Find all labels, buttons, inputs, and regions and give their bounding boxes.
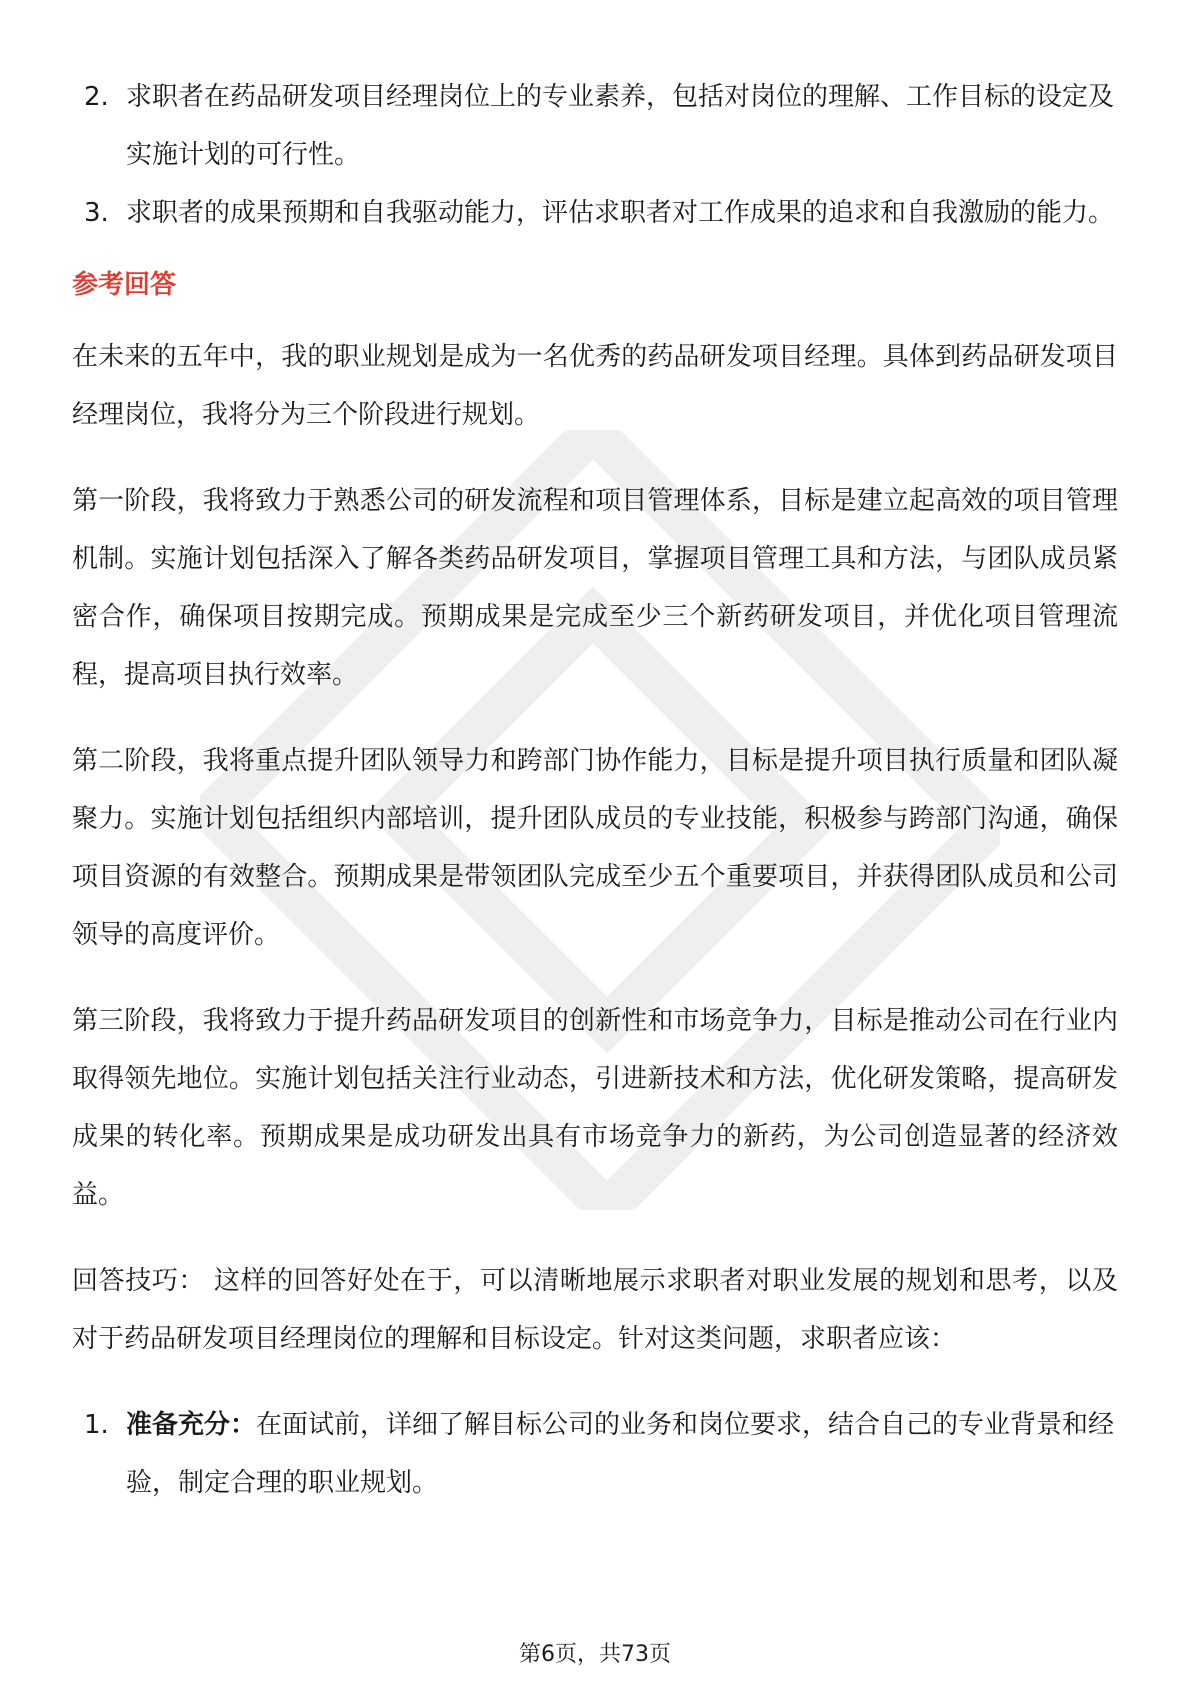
paragraph-intro: 在未来的五年中，我的职业规划是成为一名优秀的药品研发项目经理。具体到药品研发项目经理岗位，我将分为三个阶段进行规划。: [72, 342, 1118, 430]
section-heading: 参考回答: [72, 270, 177, 300]
list-number: 3.: [84, 198, 109, 228]
paragraph-stage-three: 第三阶段，我将致力于提升药品研发项目的创新性和市场竞争力，目标是推动公司在行业内取得领先地位。实施计划包括关注行业动态，引进新技术和方法，优化研发策略，提高研发成果的转化率。预期成果是成功研发出具有市场竞争力的新药，为公司创造显著的经济效益。: [72, 1006, 1118, 1210]
paragraph-tips: 回答技巧： 这样的回答好处在于，可以清晰地展示求职者对职业发展的规划和思考，以及对于药品研发项目经理岗位的理解和目标设定。针对这类问题，求职者应该：: [72, 1266, 1118, 1354]
paragraph-stage-one: 第一阶段，我将致力于熟悉公司的研发流程和项目管理体系，目标是建立起高效的项目管理机制。实施计划包括深入了解各类药品研发项目，掌握项目管理工具和方法，与团队成员紧密合作，确保项目按期完成。预期成果是完成至少三个新药研发项目，并优化项目管理流程，提高项目执行效率。: [72, 486, 1118, 690]
list-number: 2.: [84, 82, 109, 112]
main-content: [72, 68, 1118, 1512]
list-item: [72, 68, 1118, 184]
list-item-text: 求职者的成果预期和自我驱动能力，评估求职者对工作成果的追求和自我激励的能力。: [126, 198, 1115, 228]
list-number: 1.: [84, 1410, 109, 1440]
list-item: [72, 1396, 1118, 1512]
list-item-text: 求职者在药品研发项目经理岗位上的专业素养，包括对岗位的理解、工作目标的设定及实施计划的可行性。: [126, 82, 1115, 170]
list-item-label: 准备充分：: [126, 1410, 257, 1440]
list-item: [72, 184, 1118, 242]
list-item-text: 在面试前，详细了解目标公司的业务和岗位要求，结合自己的专业背景和经验，制定合理的职业规划。: [126, 1410, 1115, 1498]
page-footer: 第6页，共73页: [519, 1642, 671, 1667]
criteria-list: [72, 68, 1118, 242]
paragraph-stage-two: 第二阶段，我将重点提升团队领导力和跨部门协作能力，目标是提升项目执行质量和团队凝聚力。实施计划包括组织内部培训，提升团队成员的专业技能，积极参与跨部门沟通，确保项目资源的有效整合。预期成果是带领团队完成至少五个重要项目，并获得团队成员和公司领导的高度评价。: [72, 746, 1118, 950]
tips-list: [72, 1396, 1118, 1512]
